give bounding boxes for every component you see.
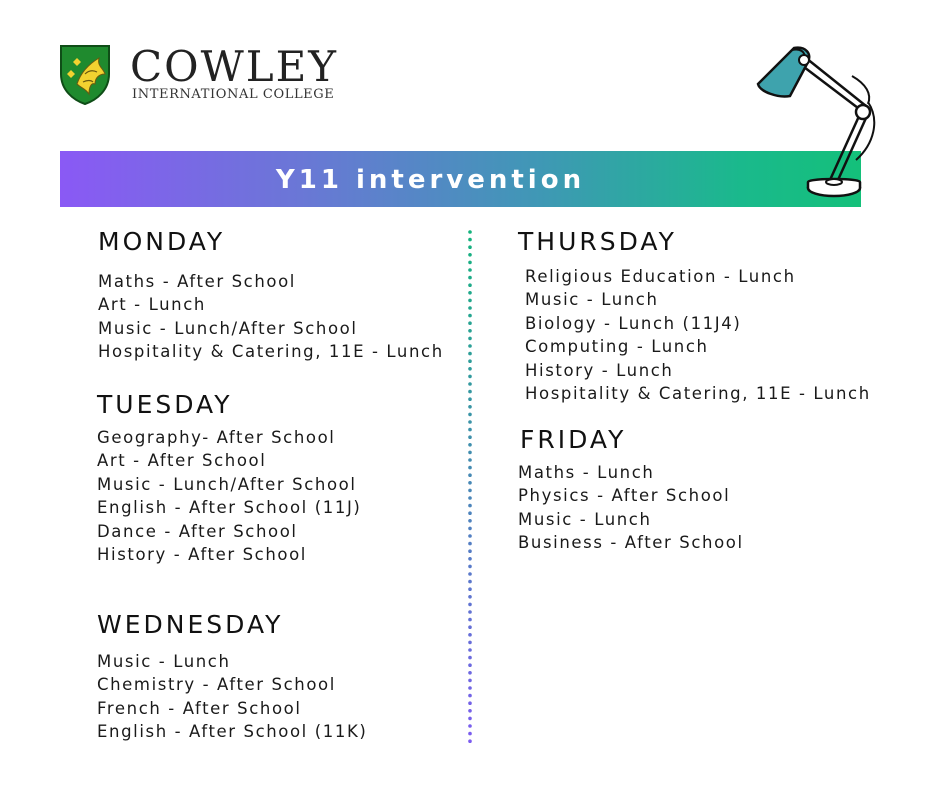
list-item: French - After School — [97, 698, 302, 718]
divider-dot — [468, 420, 472, 424]
divider-dot — [468, 572, 472, 576]
divider-dot — [468, 717, 472, 721]
divider-dot — [468, 375, 472, 379]
divider-dot — [468, 299, 472, 303]
divider-dot — [468, 268, 472, 272]
tuesday-heading: TUESDAY — [97, 390, 233, 419]
divider-dot — [468, 496, 472, 500]
divider-dot — [468, 542, 472, 546]
divider-dot — [468, 344, 472, 348]
wednesday-session-list — [97, 650, 367, 744]
divider-dot — [468, 618, 472, 622]
divider-dot — [468, 595, 472, 599]
divider-dot — [468, 367, 472, 371]
desk-lamp-icon — [748, 40, 888, 208]
list-item: Computing - Lunch — [525, 337, 709, 357]
divider-dot — [468, 352, 472, 356]
college-name: COWLEY — [130, 42, 339, 91]
wednesday-heading: WEDNESDAY — [97, 610, 284, 639]
divider-dot — [468, 580, 472, 584]
divider-dot — [468, 261, 472, 265]
list-item: Physics - After School — [518, 486, 731, 506]
list-item: Dance - After School — [97, 521, 298, 541]
divider-dot — [468, 671, 472, 675]
list-item: Geography- After School — [97, 428, 336, 447]
divider-dot — [468, 656, 472, 660]
divider-dot — [468, 527, 472, 531]
divider-dot — [468, 587, 472, 591]
list-item: Music - Lunch/After School — [97, 474, 357, 494]
divider-dot — [468, 511, 472, 515]
list-item: Chemistry - After School — [97, 675, 336, 695]
dotted-divider — [467, 229, 473, 749]
tuesday-session-list — [97, 426, 361, 566]
shield-crest-icon — [59, 44, 111, 106]
divider-dot — [468, 359, 472, 363]
thursday-session-list — [525, 265, 871, 405]
friday-session-list — [518, 461, 744, 555]
divider-dot — [468, 276, 472, 280]
title-banner — [60, 151, 861, 207]
divider-dot — [468, 732, 472, 736]
list-item: English - After School (11J) — [97, 498, 362, 518]
divider-dot — [468, 443, 472, 447]
list-item: Religious Education - Lunch — [525, 267, 796, 286]
list-item: Music - Lunch — [518, 509, 652, 529]
list-item: Art - After School — [97, 451, 267, 471]
divider-dot — [468, 245, 472, 249]
divider-dot — [468, 428, 472, 432]
divider-dot — [468, 625, 472, 629]
divider-dot — [468, 679, 472, 683]
divider-dot — [468, 565, 472, 569]
divider-dot — [468, 519, 472, 523]
list-item: Biology - Lunch (11J4) — [525, 313, 742, 333]
divider-dot — [468, 230, 472, 234]
divider-dot — [468, 739, 472, 743]
divider-dot — [468, 489, 472, 493]
list-item: English - After School (11K) — [97, 722, 368, 742]
list-item: Music - Lunch/After School — [98, 318, 358, 338]
divider-dot — [468, 413, 472, 417]
list-item: History - After School — [97, 545, 307, 565]
friday-heading: FRIDAY — [520, 425, 627, 454]
divider-dot — [468, 337, 472, 341]
list-item: Music - Lunch — [525, 290, 659, 310]
divider-dot — [468, 549, 472, 553]
divider-dot — [468, 481, 472, 485]
list-item: Hospitality & Catering, 11E - Lunch — [98, 342, 444, 362]
divider-dot — [468, 724, 472, 728]
divider-dot — [468, 504, 472, 508]
divider-dot — [468, 321, 472, 325]
divider-dot — [468, 329, 472, 333]
divider-dot — [468, 283, 472, 287]
list-item: History - Lunch — [525, 360, 674, 380]
divider-dot — [468, 686, 472, 690]
banner-title: Y11 intervention — [275, 165, 586, 195]
divider-dot — [468, 648, 472, 652]
divider-dot — [468, 382, 472, 386]
list-item: Art - Lunch — [98, 295, 206, 315]
divider-dot — [468, 397, 472, 401]
divider-dot — [468, 238, 472, 242]
monday-heading: MONDAY — [98, 227, 226, 256]
divider-dot — [468, 633, 472, 637]
divider-dot — [468, 435, 472, 439]
divider-dot — [468, 663, 472, 667]
monday-session-list — [98, 270, 444, 364]
list-item: Music - Lunch — [97, 652, 231, 671]
divider-dot — [468, 458, 472, 462]
divider-dot — [468, 557, 472, 561]
divider-dot — [468, 709, 472, 713]
divider-dot — [468, 451, 472, 455]
divider-dot — [468, 291, 472, 295]
college-logo — [59, 44, 359, 108]
divider-dot — [468, 473, 472, 477]
divider-dot — [468, 534, 472, 538]
divider-dot — [468, 610, 472, 614]
divider-dot — [468, 694, 472, 698]
list-item: Maths - Lunch — [518, 463, 655, 482]
college-subtitle: INTERNATIONAL COLLEGE — [132, 87, 335, 102]
divider-dot — [468, 390, 472, 394]
divider-dot — [468, 603, 472, 607]
list-item: Hospitality & Catering, 11E - Lunch — [525, 384, 871, 404]
divider-dot — [468, 253, 472, 257]
list-item: Business - After School — [518, 533, 744, 553]
divider-dot — [468, 701, 472, 705]
divider-dot — [468, 314, 472, 318]
divider-dot — [468, 641, 472, 645]
divider-dot — [468, 466, 472, 470]
divider-dot — [468, 405, 472, 409]
thursday-heading: THURSDAY — [518, 227, 677, 256]
list-item: Maths - After School — [98, 272, 296, 291]
divider-dot — [468, 306, 472, 310]
